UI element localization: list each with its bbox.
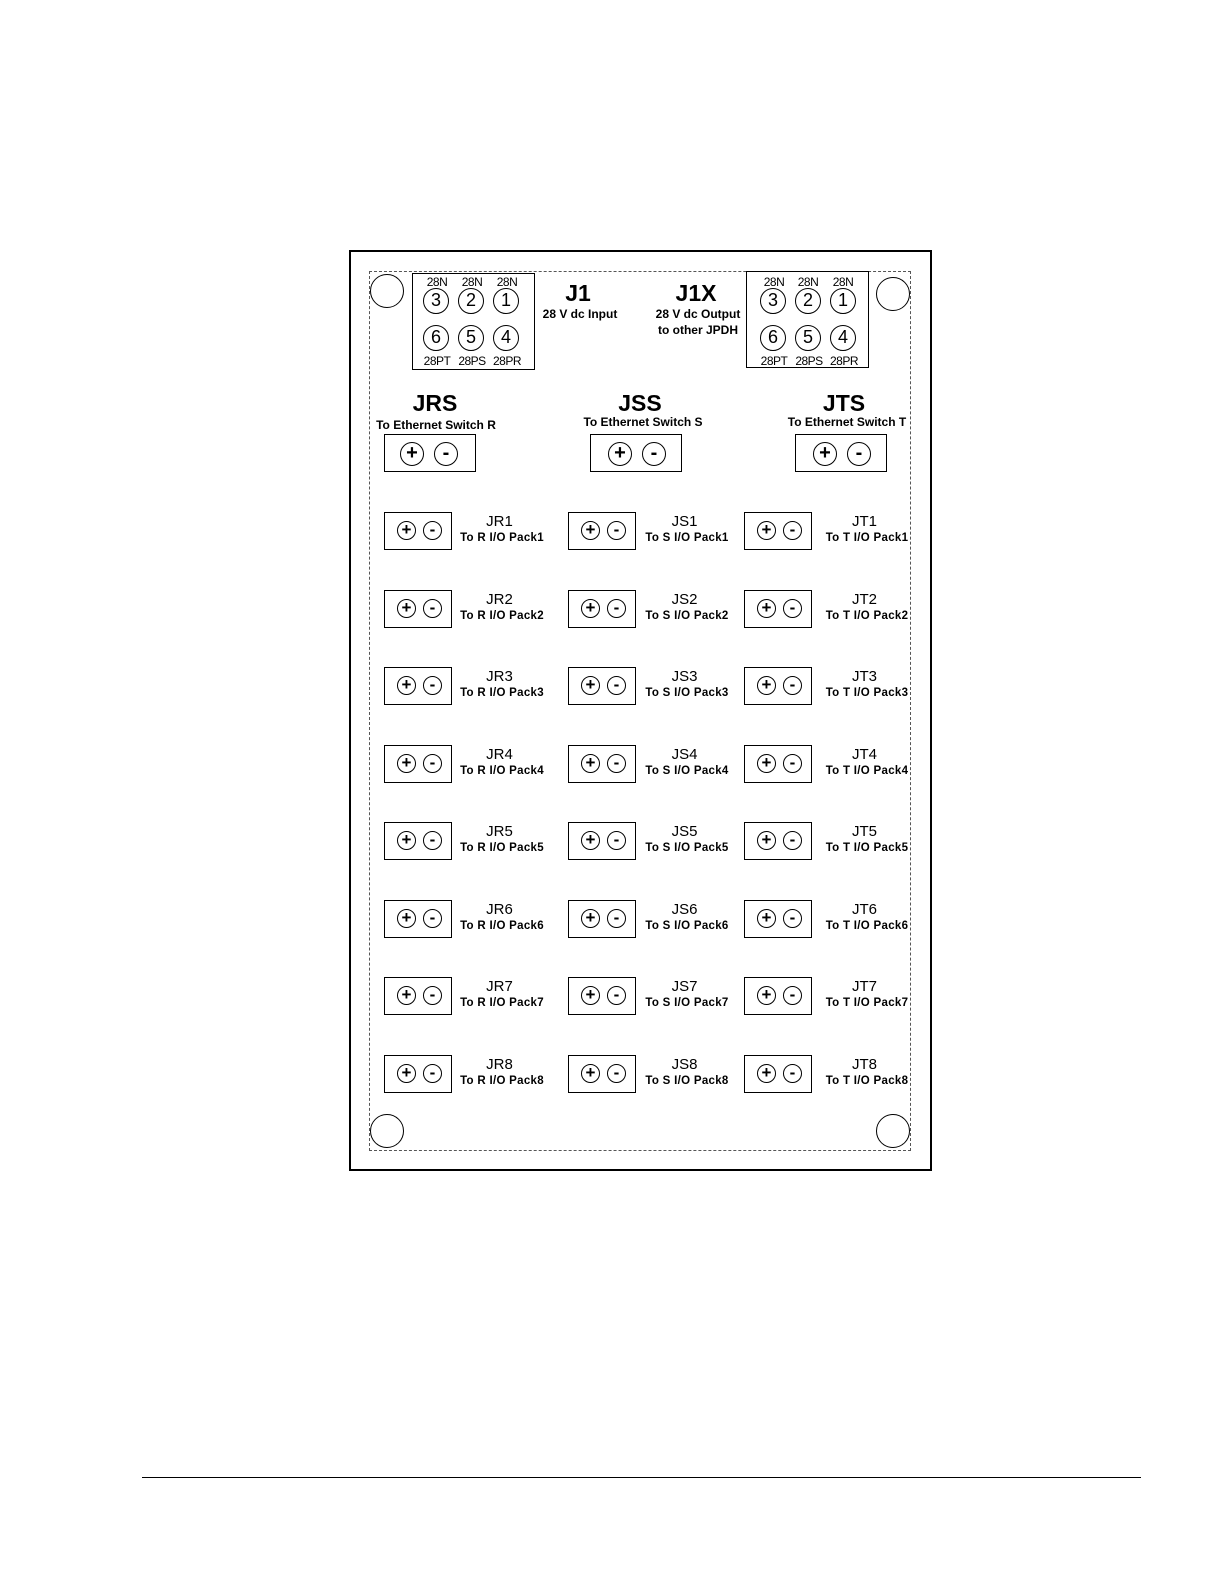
connector-name: JR1	[486, 513, 513, 530]
j1x-description: to other JPDH	[657, 323, 738, 337]
plus-icon: +	[400, 442, 424, 466]
io-pack-terminal	[568, 590, 636, 628]
connector-description: To S I/O Pack5	[645, 842, 729, 854]
j1x-description: 28 V dc Output	[655, 307, 741, 321]
connector-description: To R I/O Pack2	[460, 610, 544, 622]
connector-description: To S I/O Pack7	[645, 997, 729, 1009]
j1-title: J1	[565, 280, 591, 306]
j1-pin: 6	[423, 325, 449, 351]
minus-icon: -	[607, 754, 626, 773]
j1x-pin: 1	[830, 288, 856, 314]
j1-pin: 3	[423, 288, 449, 314]
connector-description: To T I/O Pack1	[825, 532, 909, 544]
minus-icon: -	[783, 676, 802, 695]
connector-name: JR4	[486, 746, 513, 763]
io-pack-terminal	[384, 977, 452, 1015]
connector-description: To S I/O Pack8	[645, 1075, 729, 1087]
mounting-hole	[370, 274, 404, 308]
j1-pin: 2	[458, 288, 484, 314]
j1-bottom-label: 28PS	[458, 354, 486, 368]
plus-icon: +	[397, 676, 416, 695]
jrs-terminal	[384, 434, 476, 472]
connector-description: To T I/O Pack5	[825, 842, 909, 854]
io-pack-terminal	[568, 745, 636, 783]
io-pack-terminal	[384, 1055, 452, 1093]
io-pack-terminal	[384, 822, 452, 860]
minus-icon: -	[607, 521, 626, 540]
connector-name: JS7	[671, 978, 698, 995]
connector-description: To R I/O Pack5	[460, 842, 544, 854]
connector-name: JT7	[851, 978, 877, 995]
io-pack-terminal	[744, 977, 812, 1015]
connector-name: JT4	[851, 746, 877, 763]
connector-description: To S I/O Pack6	[645, 920, 729, 932]
connector-description: To T I/O Pack3	[825, 687, 909, 699]
io-pack-terminal	[744, 900, 812, 938]
jrs-title: JRS	[412, 390, 458, 416]
connector-description: To R I/O Pack7	[460, 997, 544, 1009]
j1x-title: J1X	[675, 280, 717, 306]
minus-icon: -	[423, 599, 442, 618]
minus-icon: -	[783, 521, 802, 540]
plus-icon: +	[608, 442, 632, 466]
j1x-pin: 6	[760, 325, 786, 351]
plus-icon: +	[757, 599, 776, 618]
minus-icon: -	[783, 831, 802, 850]
plus-icon: +	[757, 1064, 776, 1083]
jts-terminal	[795, 434, 887, 472]
connector-description: To R I/O Pack1	[460, 532, 544, 544]
plus-icon: +	[757, 754, 776, 773]
connector-name: JS5	[671, 823, 698, 840]
plus-icon: +	[757, 909, 776, 928]
plus-icon: +	[581, 521, 600, 540]
io-pack-terminal	[568, 900, 636, 938]
io-pack-terminal	[744, 512, 812, 550]
plus-icon: +	[757, 986, 776, 1005]
io-pack-terminal	[744, 590, 812, 628]
mounting-hole	[876, 277, 910, 311]
minus-icon: -	[434, 442, 458, 466]
jss-terminal	[590, 434, 682, 472]
connector-description: To R I/O Pack4	[460, 765, 544, 777]
connector-description: To T I/O Pack2	[825, 610, 909, 622]
plus-icon: +	[757, 831, 776, 850]
j1-top-label: 28N	[426, 275, 448, 289]
j1-pin: 1	[493, 288, 519, 314]
j1x-bottom-label: 28PT	[760, 354, 788, 368]
jss-description: To Ethernet Switch S	[583, 415, 703, 429]
mounting-hole	[370, 1114, 404, 1148]
io-pack-terminal	[744, 667, 812, 705]
minus-icon: -	[607, 831, 626, 850]
minus-icon: -	[423, 1064, 442, 1083]
minus-icon: -	[423, 521, 442, 540]
io-pack-terminal	[384, 512, 452, 550]
connector-name: JT1	[851, 513, 877, 530]
j1x-top-label: 28N	[832, 275, 854, 289]
minus-icon: -	[607, 1064, 626, 1083]
connector-description: To S I/O Pack2	[645, 610, 729, 622]
io-pack-terminal	[384, 667, 452, 705]
io-pack-terminal	[568, 977, 636, 1015]
j1x-top-label: 28N	[763, 275, 785, 289]
io-pack-terminal	[568, 822, 636, 860]
jrs-description: To Ethernet Switch R	[376, 418, 496, 432]
connector-description: To S I/O Pack1	[645, 532, 729, 544]
j1-top-label: 28N	[461, 275, 483, 289]
minus-icon: -	[783, 986, 802, 1005]
minus-icon: -	[783, 909, 802, 928]
plus-icon: +	[757, 521, 776, 540]
connector-name: JS6	[671, 901, 698, 918]
connector-name: JS8	[671, 1056, 698, 1073]
j1x-top-label: 28N	[797, 275, 819, 289]
connector-description: To R I/O Pack3	[460, 687, 544, 699]
plus-icon: +	[581, 909, 600, 928]
minus-icon: -	[607, 986, 626, 1005]
io-pack-terminal	[744, 1055, 812, 1093]
j1-pin: 4	[493, 325, 519, 351]
jss-title: JSS	[618, 390, 662, 416]
io-pack-terminal	[568, 1055, 636, 1093]
connector-name: JR5	[486, 823, 513, 840]
connector-name: JT8	[851, 1056, 877, 1073]
minus-icon: -	[607, 909, 626, 928]
connector-name: JR8	[486, 1056, 513, 1073]
j1x-pin: 4	[830, 325, 856, 351]
minus-icon: -	[607, 599, 626, 618]
minus-icon: -	[783, 754, 802, 773]
connector-name: JS1	[671, 513, 698, 530]
j1x-pin: 3	[760, 288, 786, 314]
plus-icon: +	[397, 909, 416, 928]
j1-top-label: 28N	[496, 275, 518, 289]
connector-name: JT6	[851, 901, 877, 918]
minus-icon: -	[423, 676, 442, 695]
connector-name: JT3	[851, 668, 877, 685]
plus-icon: +	[813, 442, 837, 466]
minus-icon: -	[847, 442, 871, 466]
plus-icon: +	[581, 599, 600, 618]
io-pack-terminal	[744, 822, 812, 860]
minus-icon: -	[783, 1064, 802, 1083]
minus-icon: -	[423, 986, 442, 1005]
plus-icon: +	[397, 831, 416, 850]
mounting-hole	[876, 1114, 910, 1148]
connector-name: JS4	[671, 746, 698, 763]
connector-description: To S I/O Pack3	[645, 687, 729, 699]
connector-name: JT2	[851, 591, 877, 608]
plus-icon: +	[581, 831, 600, 850]
connector-description: To T I/O Pack8	[825, 1075, 909, 1087]
connector-name: JS3	[671, 668, 698, 685]
connector-description: To T I/O Pack7	[825, 997, 909, 1009]
j1x-pin: 5	[795, 325, 821, 351]
plus-icon: +	[581, 986, 600, 1005]
io-pack-terminal	[384, 900, 452, 938]
plus-icon: +	[397, 986, 416, 1005]
minus-icon: -	[607, 676, 626, 695]
connector-name: JR7	[486, 978, 513, 995]
j1-bottom-label: 28PT	[423, 354, 451, 368]
connector-description: To T I/O Pack6	[825, 920, 909, 932]
jts-description: To Ethernet Switch T	[787, 415, 907, 429]
j1x-pin: 2	[795, 288, 821, 314]
j1x-bottom-label: 28PS	[795, 354, 823, 368]
plus-icon: +	[581, 1064, 600, 1083]
j1-pin: 5	[458, 325, 484, 351]
connector-name: JR3	[486, 668, 513, 685]
minus-icon: -	[423, 754, 442, 773]
io-pack-terminal	[568, 512, 636, 550]
io-pack-terminal	[384, 745, 452, 783]
connector-description: To R I/O Pack6	[460, 920, 544, 932]
connector-name: JS2	[671, 591, 698, 608]
plus-icon: +	[397, 521, 416, 540]
jts-title: JTS	[822, 390, 866, 416]
io-pack-terminal	[384, 590, 452, 628]
plus-icon: +	[397, 1064, 416, 1083]
j1x-bottom-label: 28PR	[829, 354, 859, 368]
plus-icon: +	[757, 676, 776, 695]
minus-icon: -	[423, 909, 442, 928]
footer-rule	[142, 1477, 1141, 1478]
plus-icon: +	[397, 754, 416, 773]
connector-description: To T I/O Pack4	[825, 765, 909, 777]
minus-icon: -	[783, 599, 802, 618]
j1-bottom-label: 28PR	[492, 354, 522, 368]
connector-name: JR2	[486, 591, 513, 608]
io-pack-terminal	[568, 667, 636, 705]
connector-description: To R I/O Pack8	[460, 1075, 544, 1087]
connector-name: JT5	[851, 823, 877, 840]
connector-description: To S I/O Pack4	[645, 765, 729, 777]
connector-name: JR6	[486, 901, 513, 918]
minus-icon: -	[642, 442, 666, 466]
plus-icon: +	[581, 754, 600, 773]
minus-icon: -	[423, 831, 442, 850]
plus-icon: +	[397, 599, 416, 618]
io-pack-terminal	[744, 745, 812, 783]
plus-icon: +	[581, 676, 600, 695]
j1-description: 28 V dc Input	[542, 307, 618, 321]
